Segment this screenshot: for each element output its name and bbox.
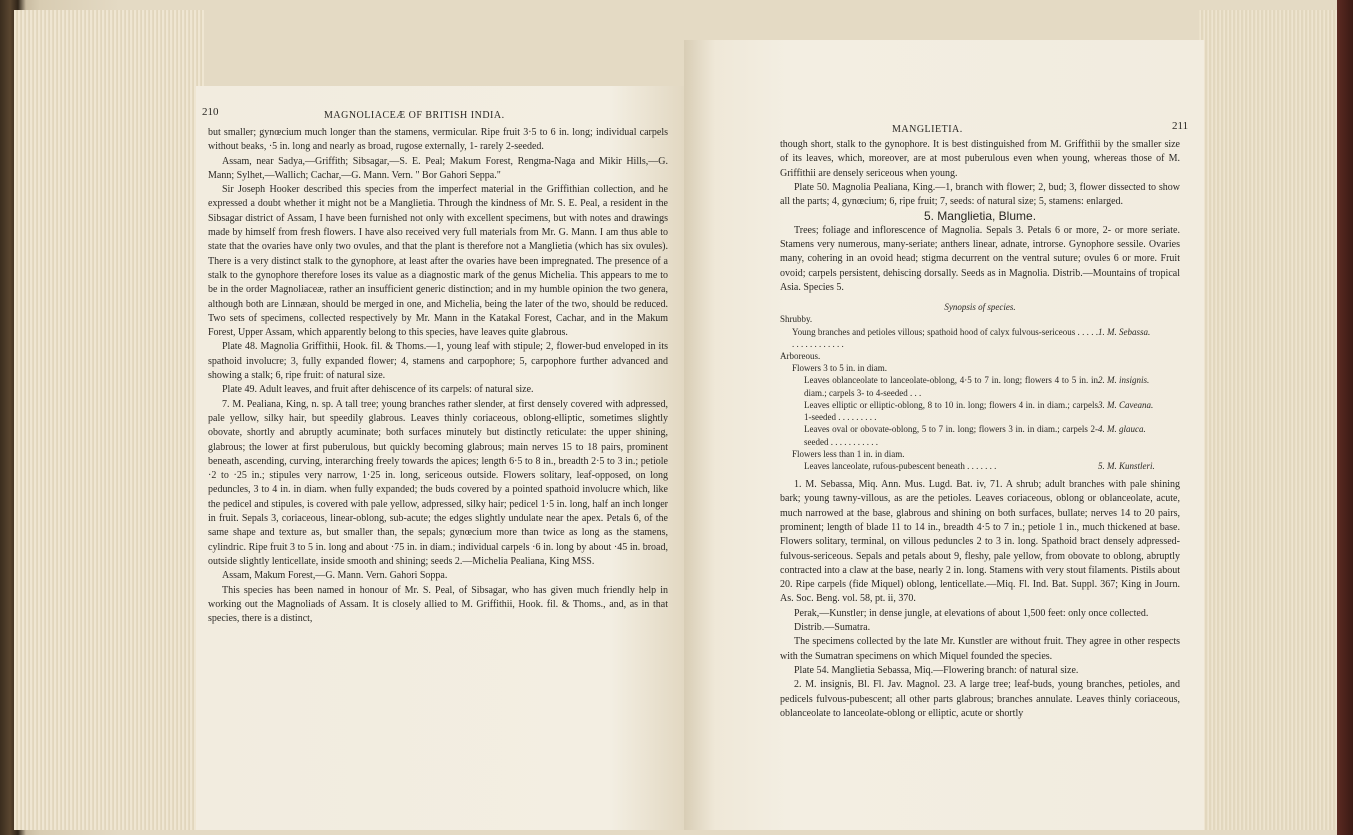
paragraph: though short, stalk to the gynophore. It is best distinguished from M. Griffithii by the smaller size of its leaves, which, moreover, are at most puberulous even when young, whereas those of M. Griffithii are densely sericeous when young. [780, 139, 1180, 179]
paragraph: Plate 54. Manglietia Sebassa, Miq.—Flowering branch: of natural size. [794, 664, 1079, 676]
synopsis-row [780, 374, 1180, 398]
paragraph: Distrib.—Sumatra. [794, 622, 871, 634]
left-page [196, 86, 684, 830]
synopsis-row [780, 350, 1180, 362]
synopsis-description: Young branches and petioles villous; spathoid hood of calyx fulvous-sericeous . . . . . . . . . . . . . . . . . [792, 326, 1098, 349]
paragraph: but smaller; gynœcium much longer than the stamens, vermicular. Ripe fruit 3·5 to 6 in. long; individual carpels without beaks, ·5 in. long and nearly as broad, rugose externally, 1- rarely 2-seeded. [208, 127, 668, 153]
paragraph: Plate 48. Magnolia Griffithii, Hook. fil. & Thoms.—1, young leaf with stipule; 2, flower-bud enveloped in its spathoid involucre; 3, fully expanded flower; 4, stamens and carpophore; 5, carpophore further advanced and showing a stalk; 6, ripe fruit: of natural size. [208, 341, 668, 382]
paragraph: The specimens collected by the late Mr. Kunstler are without fruit. They agree in other respects with the Sumatran specimens on which Miquel founded the species. [780, 636, 1180, 662]
paragraph: This species has been named in honour of Mr. S. Peal, of Sibsagar, who has given much friendly help in working out the Magnoliads of Assam. It is closely allied to M. Griffithii, Hook. fil. & Thoms., and, as in that species, there is a distinct, [208, 584, 668, 625]
paragraph: 2. M. insignis, Bl. Fl. Jav. Magnol. 23. A large tree; leaf-buds, young branches, petioles, and pedicels fulvous-pubescent; all other parts glabrous; branches annulate. Leaves thinly coriaceous, oblanceolate to lanceolate-oblong or elliptic, acute or shortly [780, 679, 1180, 719]
genus-description: Trees; foliage and inflorescence of Magnolia. Sepals 3. Petals 6 or more, 2- or more seriate. Stamens very numerous, many-seriate; anthers linear, adnate, introrse. Gynophore sessile. Ovaries many, cohering in an ovoid head; stigma decurrent on the ventral suture; ovules 6 or more. Fruit ovoid; carpels persistent, dehiscing dorsally. Seeds as in Magnolia. Distrib.—Mountains of tropical Asia. Species 5. [780, 224, 1180, 293]
synopsis-row [780, 326, 1180, 350]
synopsis-species [1098, 350, 1180, 362]
synopsis-description: Flowers 3 to 5 in. in diam. [792, 363, 887, 374]
book-cover [1337, 0, 1353, 835]
paragraph: Sir Joseph Hooker described this species from the imperfect material in the Griffithian collection, and he expressed a doubt whether it might not be a Manglietia. Through the kindness of Mr. S. E. Peal, a resident in the Sibsagar district of Assam, I have been furnished not only with excellent specimens, but with notes and drawings made by himself from fresh flowers. I have also received very full materials from Mr. G. Mann. I am thus able to state that the ovaries have only two ovules, and that the plant is therefore not a Manglietia (which has six ovules). There is a very distinct stalk to the gynophore, at least after the ovaries have been impregnated. The presence of a stalk to the gynophore therefore loses its value as a diagnostic mark of the genus Michelia. This appears to me to be in the order Magnoliaceæ, rather an insufficient generic distinction; and in my humble opinion the two genera, although both are Linnæan, should be merged in one, and Michelia, being the later of the two, should be reduced. Two sets of specimens, collected respectively by Mr. Mann in the Katakal Forest, Cachar, and in the Makum Forest, Upper Assam, which apparently belong to this species, have leaves quite glabrous. [208, 184, 668, 339]
synopsis-species: 4. M. glauca. [1098, 424, 1146, 435]
right-page [684, 40, 1204, 830]
synopsis-description: Leaves oblanceolate to lanceolate-oblong, 4·5 to 7 in. long; flowers 4 to 5 in. in diam.; carpels 3- to 4-seeded . . . [804, 375, 1098, 398]
synopsis-species [1098, 313, 1180, 325]
synopsis-description: Leaves oval or obovate-oblong, 5 to 7 in. long; flowers 3 in. in diam.; carpels 2-seeded . . . . . . . . . . . [804, 424, 1098, 447]
synopsis-species: 3. M. Caveana. [1098, 399, 1154, 410]
synopsis-description: Shrubby. [780, 314, 813, 325]
synopsis-row [780, 423, 1180, 447]
paragraph: Assam, near Sadya,—Griffith; Sibsagar,—S. E. Peal; Makum Forest, Rengma-Naga and Mikir Hills,—G. Mann; Sylhet,—Wallich; Cachar,—G. Mann. Vern. " Bor Gahori Seppa." [208, 155, 668, 181]
right-page-text [780, 138, 1180, 721]
synopsis-row [780, 448, 1180, 460]
synopsis-species: 5. M. Kunstleri. [1098, 460, 1155, 471]
genus-heading: 5. Manglietia, Blume. [923, 209, 1037, 224]
synopsis-row [780, 362, 1180, 374]
synopsis-row [780, 460, 1180, 472]
synopsis-description: Leaves lanceolate, rufous-pubescent beneath . . . . . . . [804, 460, 997, 471]
running-head: MAGNOLIACEÆ OF BRITISH INDIA. [324, 110, 505, 121]
page-number: 211 [1172, 120, 1189, 132]
synopsis-row [780, 399, 1180, 423]
page-number: 210 [202, 106, 219, 118]
paragraph: Perak,—Kunstler; in dense jungle, at elevations of about 1,500 feet: only once collected. [794, 607, 1149, 619]
synopsis-row [780, 313, 1180, 325]
left-page-text [208, 126, 668, 626]
synopsis-species: 2. M. insignis. [1098, 375, 1150, 386]
running-head: MANGLIETIA. [892, 124, 963, 135]
synopsis-description: Arboreous. [780, 351, 821, 362]
synopsis-description: Flowers less than 1 in. in diam. [792, 448, 905, 459]
synopsis [780, 313, 1180, 472]
synopsis-description: Leaves elliptic or elliptic-oblong, 8 to 10 in. long; flowers 4 in. in diam.; carpels 1-seeded . . . . . . . . . [804, 399, 1098, 423]
synopsis-title: Synopsis of species. [944, 302, 1016, 313]
right-page-edges [1199, 10, 1339, 830]
paragraph: Plate 49. Adult leaves, and fruit after dehiscence of its carpels: of natural size. [222, 384, 534, 396]
paragraph: Plate 50. Magnolia Pealiana, King.—1, branch with flower; 2, bud; 3, flower dissected to show all the parts; 4, gynœcium; 6, ripe fruit; 7, seeds: of natural size; 5, stamens: enlarged. [780, 181, 1180, 208]
synopsis-species [1098, 362, 1180, 374]
synopsis-species [1098, 448, 1180, 460]
paragraph: 7. M. Pealiana, King, n. sp. A tall tree; young branches rather slender, at first densely covered with adpressed, pale yellow, silky hair, but speedily glabrous. Leaves thinly coriaceous, oblong-elliptic, sometimes slightly obovate, shortly and abruptly acuminate; both surfaces minutely but distinctly reticulate: the upper shining, glabrous; the lower at first puberulous, but quickly becoming glabrous; main nerves 15 to 18 pairs, prominent beneath, ascending, curving, interarching freely towards the apices; length 6·5 to 8 in., breadth 2·5 to 3 in.; petiole ·2 to ·25 in.; stipules very narrow, 1·25 in. long, sericeous outside. Flowers solitary, leaf-opposed, on long peduncles, 3 to 4 in. in diam. when fully expanded; the buds covered by a pointed spathoid involucre which, like the pedicel and stipules, is covered with pale yellow, adpressed, silky hair; pedicel 1·5 in. long, half an inch longer in fruit. Sepals 3, coriaceous, linear-oblong, sub-acute; the edges slightly undulate near the apex. Petals 6, of the same shape and texture as, but smaller than, the sepals; gynœcium more than twice as long as the stamens, cylindric. Ripe fruit 3 to 5 in. long and about ·75 in. in diam.; individual carpels ·6 in. long by about ·45 in. broad, outside slightly lenticellate, inside smooth and shining; seeds 2.—Michelia Pealiana, King MSS. [208, 398, 668, 567]
paragraph: Assam, Makum Forest,—G. Mann. Vern. Gahori Soppa. [222, 570, 448, 582]
paragraph: 1. M. Sebassa, Miq. Ann. Mus. Lugd. Bat. iv, 71. A shrub; adult branches with pale shining bark; young tawny-villous, as are the petioles. Leaves coriaceous, oblong or oblanceolate, acute, much narrowed at the base, glabrous and shining on both surfaces, bullate; nerves 14 to 20 pairs, prominent; length of blade 11 to 14 in., breadth 4·5 to 7 in.; petiole 1 in., much thickened at base. Flowers solitary, terminal, on villous peduncles 2 to 3 in. long. Spathoid bract densely adpressed-fulvous-sericeous. Sepals and petals about 9, fleshy, pale yellow, from obovate to oblong, abruptly contracted into a claw at the base, nearly 2 in. long. Stamens with very stout filaments. Pistils about 20. Ripe carpels (fide Miquel) oblong, lenticellate.—Miq. Fl. Ind. Bat. Suppl. 367; King in Journ. As. Soc. Beng. vol. 58, pt. ii, 370. [780, 479, 1180, 605]
synopsis-species: 1. M. Sebassa. [1098, 326, 1151, 337]
left-page-edges [14, 10, 204, 830]
